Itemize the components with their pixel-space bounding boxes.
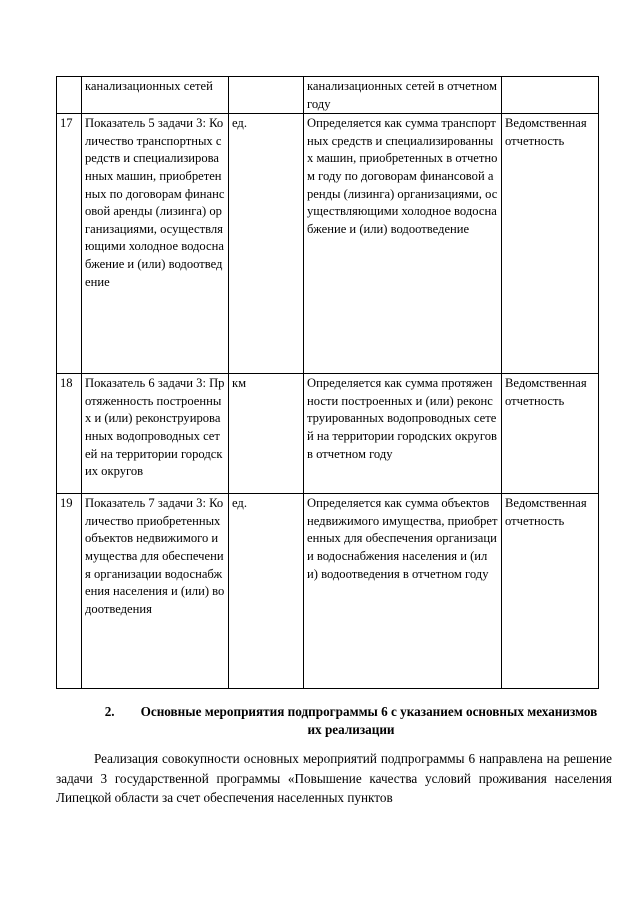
calculation-method: Определяется как сумма протяженности построенных и (или) реконструированных водопроводных сетей на территории городских округов в отчетном году	[304, 374, 502, 494]
unit: ед.	[229, 114, 304, 374]
section-heading	[96, 703, 606, 739]
row-number	[57, 77, 82, 114]
indicators-table	[56, 76, 599, 689]
table-row	[57, 77, 599, 114]
body-paragraph: Реализация совокупности основных мероприятий подпрограммы 6 направлена на решение задачи 3 государственной программы «Повышение качества условий проживания населения Липецкой области за счет обеспечения населенных пунктов	[56, 751, 612, 805]
calculation-method: Определяется как сумма транспортных средств и специализированных машин, приобретенных в отчетном году по договорам финансовой аренды (лизинга) организациями, осуществляющими холодное водоснабжение и (или) водоотведение	[304, 114, 502, 374]
calculation-method: Определяется как сумма объектов недвижимого имущества, приобретенных для обеспечения организации водоснабжения населения и (или) водоотведения в отчетном году	[304, 494, 502, 689]
unit: ед.	[229, 494, 304, 689]
unit: км	[229, 374, 304, 494]
data-source: Ведомственная отчетность	[502, 374, 599, 494]
row-number: 18	[57, 374, 82, 494]
section-title: Основные мероприятия подпрограммы 6 с указанием основных механизмов их реализации	[140, 704, 598, 737]
data-source: Ведомственная отчетность	[502, 494, 599, 689]
indicator-name: Показатель 7 задачи 3: Количество приобретенных объектов недвижимого имущества для обеспечения организации водоснабжения населения и (или) водоотведения	[82, 494, 229, 689]
indicator-name: Показатель 5 задачи 3: Количество транспортных средств и специализированных машин, приобретенных по договорам финансовой аренды (лизинга) организациями, осуществляющими холодное водоснабжение и (или) водоотведение	[82, 114, 229, 374]
table-row	[57, 114, 599, 374]
section-number: 2.	[104, 704, 115, 719]
indicator-name: канализационных сетей	[82, 77, 229, 114]
row-number: 19	[57, 494, 82, 689]
table-row	[57, 374, 599, 494]
indicators-table-body	[57, 77, 599, 689]
data-source: Ведомственная отчетность	[502, 114, 599, 374]
unit	[229, 77, 304, 114]
row-number: 17	[57, 114, 82, 374]
table-row	[57, 494, 599, 689]
data-source	[502, 77, 599, 114]
calculation-method: канализационных сетей в отчетном году	[304, 77, 502, 114]
indicator-name: Показатель 6 задачи 3: Протяженность построенных и (или) реконструированных водопроводных сетей на территории городских округов	[82, 374, 229, 494]
